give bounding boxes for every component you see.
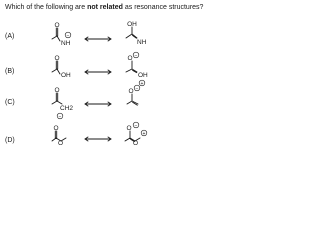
charge-sign: − (66, 33, 70, 39)
resonance-arrow (85, 137, 111, 141)
option-c-label: (C) (5, 99, 15, 106)
option-a-label: (A) (5, 33, 15, 40)
atom-label: O (54, 87, 60, 94)
charge-sign: − (135, 86, 139, 92)
option-a-right-structure (126, 21, 147, 46)
atom-label: OH (138, 72, 148, 79)
charge-sign: − (58, 114, 62, 120)
option-c-right-structure (127, 85, 140, 105)
atom-label: O (126, 125, 132, 132)
resonance-arrow (85, 37, 111, 41)
resonance-structures-diagram (0, 0, 200, 164)
charge-sign: + (142, 131, 146, 137)
atom-label: NH (137, 39, 147, 46)
negative-charge-icon (133, 122, 139, 129)
question-text-start: Which of the following are (5, 4, 88, 11)
atom-label: O (127, 55, 133, 62)
charge-sign: − (134, 53, 138, 59)
option-b-left-structure (52, 55, 71, 79)
atom-label: O (58, 140, 64, 147)
negative-charge-icon (57, 113, 63, 120)
atom-label: O (128, 88, 134, 95)
option-c-left-structure (52, 87, 73, 120)
atom-label: OH (127, 21, 137, 28)
resonance-arrow (85, 102, 111, 106)
negative-charge-icon (133, 52, 139, 59)
positive-charge-icon (141, 130, 147, 137)
option-d-left-structure (52, 125, 66, 147)
charge-sign: − (134, 123, 138, 129)
charge-sign: + (140, 81, 144, 87)
option-b-label: (B) (5, 68, 15, 75)
resonance-arrow (85, 70, 111, 74)
atom-label: O (133, 140, 139, 147)
option-d-right-structure (125, 122, 147, 147)
negative-charge-icon (134, 85, 140, 92)
atom-label: OH (61, 72, 71, 79)
atom-label: O (54, 22, 60, 29)
negative-charge-icon (65, 32, 71, 39)
question-emphasis: not related (87, 4, 123, 11)
atom-label: O (53, 125, 59, 132)
atom-label: NH (61, 40, 71, 47)
option-d-label: (D) (5, 137, 15, 144)
atom-label: CH2 (60, 105, 74, 112)
question-text-end: as resonance structures? (122, 4, 204, 11)
atom-label: O (54, 55, 60, 62)
positive-charge-icon (139, 80, 145, 87)
option-a-left-structure (52, 22, 71, 47)
option-b-right-structure (126, 52, 148, 87)
